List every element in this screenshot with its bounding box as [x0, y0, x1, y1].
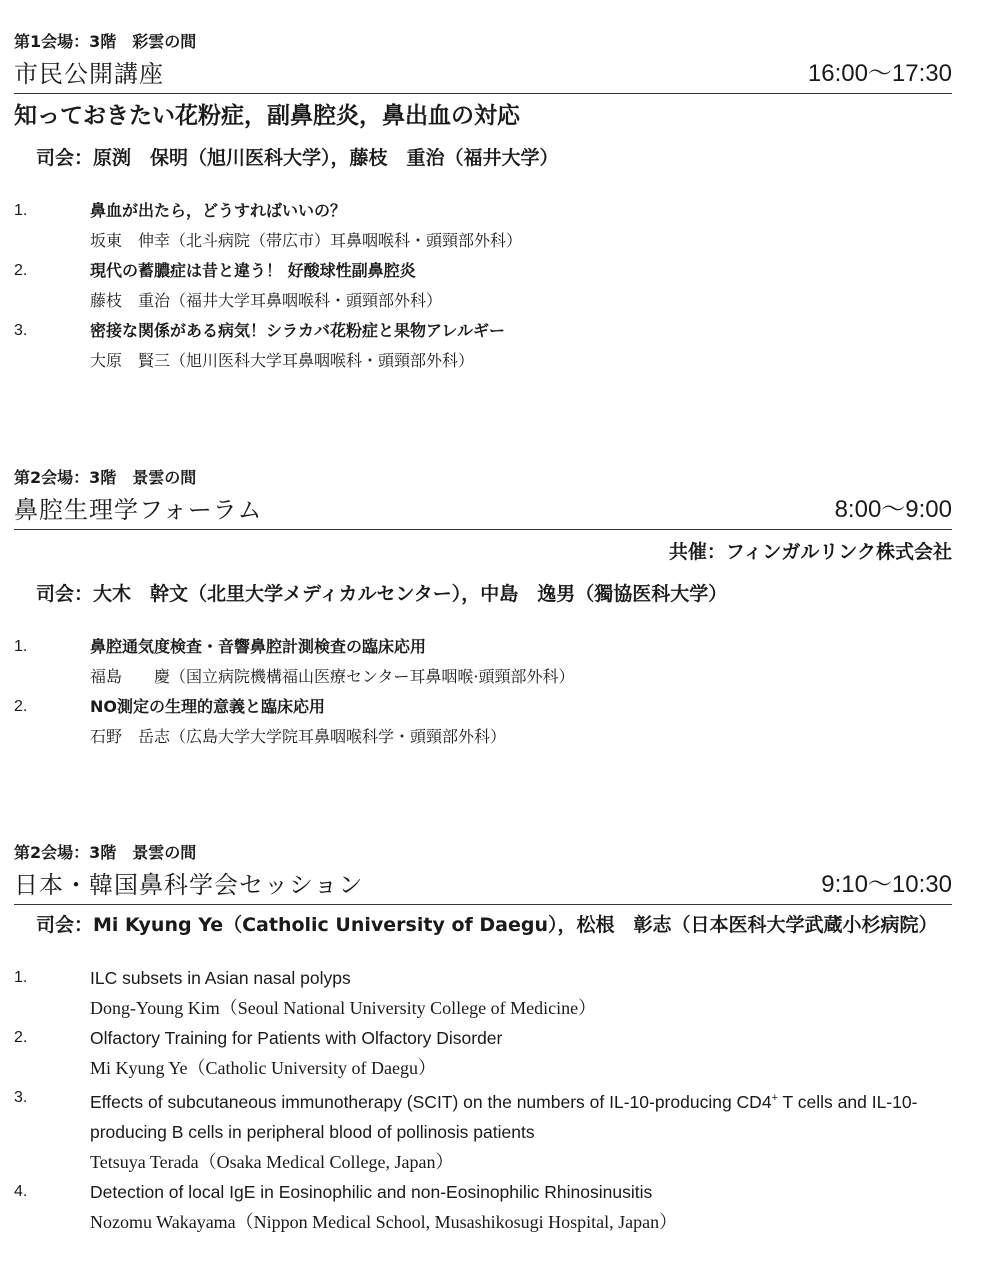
session-title-row [14, 54, 952, 94]
session-title: 市民公開講座 [14, 60, 164, 88]
session-nasal-physiology-forum [14, 466, 952, 841]
session-sponsor: 共催：フィンガルリンク株式会社 [668, 541, 952, 563]
item-number: 4. [14, 1182, 28, 1200]
presenter: Mi Kyung Ye（Catholic University of Daegu） [90, 1058, 436, 1078]
presentation-title [90, 1083, 952, 1147]
presentation-item [14, 1177, 952, 1237]
session-japan-korea [14, 841, 952, 1237]
presentation-item [14, 256, 952, 316]
session-title-row [14, 865, 952, 905]
presentation-item [14, 1083, 952, 1177]
title-part: Effects of subcutaneous immunotherapy (SCIT) on the numbers of IL-10-producing CD4 [90, 1091, 772, 1112]
session-time: 16:00〜17:30 [807, 60, 952, 87]
item-number: 1. [14, 638, 28, 655]
item-number: 1. [14, 202, 28, 219]
item-number: 2. [14, 1029, 28, 1046]
presenter: 藤枝 重治（福井大学耳鼻咽喉科・頭頸部外科） [90, 291, 443, 310]
session-public-lecture [14, 30, 952, 466]
presenter: Tetsuya Terada（Osaka Medical College, Japan） [90, 1151, 454, 1172]
session-chairs: 司会：原渕 保明（旭川医科大学），藤枝 重治（福井大学） [36, 147, 559, 169]
presenter: 大原 賢三（旭川医科大学耳鼻咽喉科・頭頸部外科） [90, 351, 475, 370]
session-chairs: 司会：大木 幹文（北里大学メディカルセンター），中島 逸男（獨協医科大学） [36, 583, 728, 605]
presentation-item [14, 1023, 952, 1083]
presentation-title: 鼻腔通気度検査・音響鼻腔計測検査の臨床応用 [90, 637, 427, 656]
session-time: 9:10〜10:30 [821, 871, 952, 898]
venue-label: 第1会場：3階 彩雲の間 [14, 32, 197, 51]
presentation-list [14, 196, 952, 376]
session-title-row [14, 490, 952, 530]
session-subtitle: 知っておきたい花粉症，副鼻腔炎，鼻出血の対応 [14, 103, 520, 129]
presenter: 石野 岳志（広島大学大学院耳鼻咽喉科学・頭頸部外科） [90, 727, 507, 746]
superscript-plus: + [771, 1092, 778, 1104]
item-number: 2. [14, 262, 28, 279]
presentation-title: NO測定の生理的意義と臨床応用 [90, 697, 325, 716]
presentation-item [14, 316, 952, 376]
presenter: Dong-Young Kim（Seoul National University College of Medicine） [90, 998, 597, 1018]
presentation-title: Detection of local IgE in Eosinophilic and non-Eosinophilic Rhinosinusitis [90, 1181, 653, 1202]
presentation-item [14, 632, 952, 692]
presentation-title: Olfactory Training for Patients with Olfactory Disorder [90, 1028, 503, 1048]
presentation-item [14, 963, 952, 1023]
session-title: 鼻腔生理学フォーラム [14, 496, 263, 524]
venue-label: 第2会場：3階 景雲の間 [14, 843, 197, 862]
presenter: 福島 慶（国立病院機構福山医療センター耳鼻咽喉·頭頸部外科） [90, 667, 575, 686]
session-time: 8:00〜9:00 [834, 496, 952, 523]
presentation-list [14, 963, 952, 1237]
program-page [14, 30, 952, 1237]
presentation-title: 現代の蓄膿症は昔と違う！ 好酸球性副鼻腔炎 [90, 261, 416, 280]
item-number: 1. [14, 969, 28, 986]
presentation-item [14, 196, 952, 256]
session-title: 日本・韓国鼻科学会セッション [14, 871, 364, 899]
presentation-list [14, 632, 952, 752]
presentation-title: 密接な関係がある病気！シラカバ花粉症と果物アレルギー [90, 321, 505, 340]
item-number: 3. [14, 1089, 28, 1106]
title-part: T cells and IL-10-producing B cells in peripheral blood of pollinosis patients [90, 1091, 918, 1142]
presentation-title: 鼻血が出たら，どうすればいいの？ [90, 201, 347, 220]
item-number: 2. [14, 698, 28, 715]
presenter: 坂東 伸幸（北斗病院（帯広市）耳鼻咽喉科・頭頸部外科） [90, 231, 523, 250]
presenter: Nozomu Wakayama（Nippon Medical School, Musashikosugi Hospital, Japan） [90, 1211, 678, 1232]
presentation-item [14, 692, 952, 752]
item-number: 3. [14, 322, 28, 339]
venue-label: 第2会場：3階 景雲の間 [14, 468, 197, 487]
session-chairs: 司会：Mi Kyung Ye（Catholic University of Daegu），松根 彰志（日本医科大学武蔵小杉病院） [36, 914, 938, 936]
presentation-title: ILC subsets in Asian nasal polyps [90, 968, 351, 988]
